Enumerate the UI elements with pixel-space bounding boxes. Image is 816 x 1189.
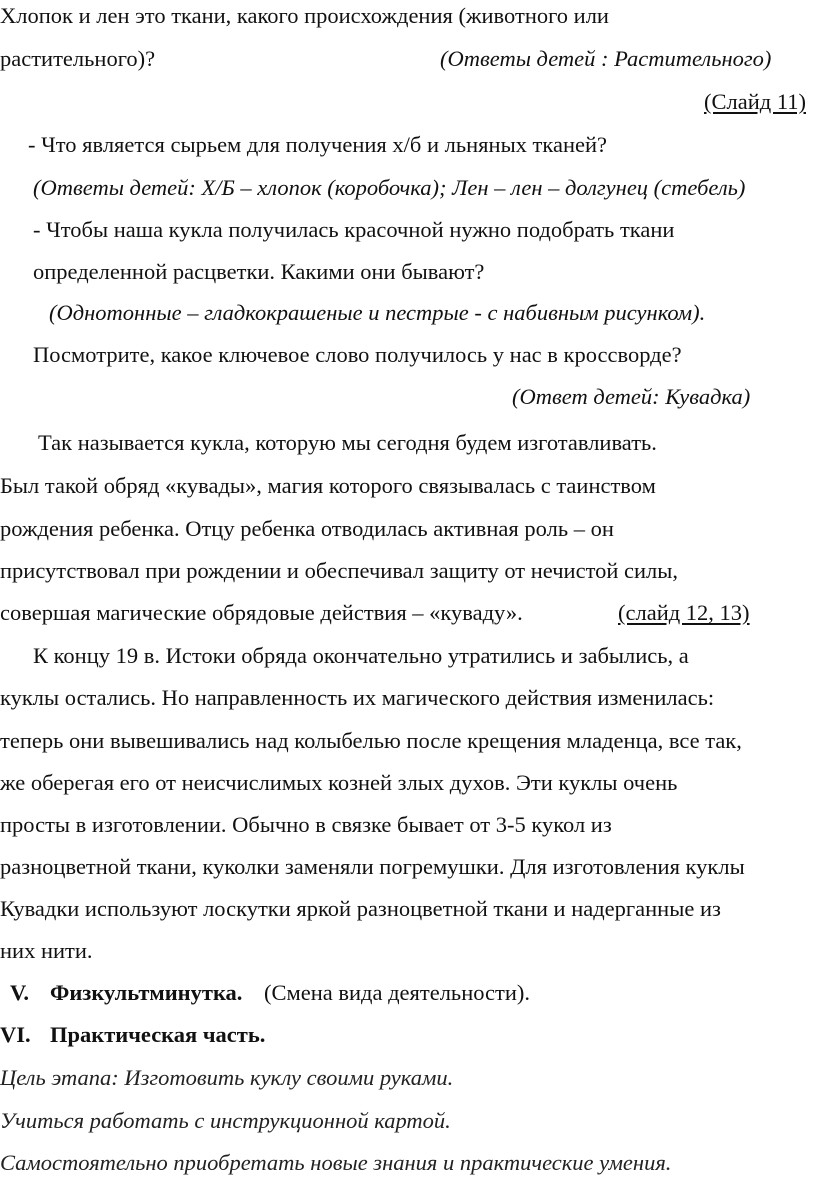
p1-line2: растительного)? [0,46,156,71]
goal-line1: Цель этапа: Изготовить куклу своими руками. [0,1065,454,1090]
p5-line4: присутствовал при рождении и обеспечивал защиту от нечистой силы, [0,558,679,583]
section6-title: Практическая часть. [50,1022,266,1047]
p4-answer: (Ответ детей: Кувадка) [512,384,751,409]
p3-line2: определенной расцветки. Какими они бывают? [33,259,485,284]
p1-answer: (Ответы детей : Растительного) [440,46,772,71]
goal-line2: Учиться работать с инструкционной картой. [0,1108,451,1133]
p6-line3: теперь они вывешивались над колыбелью после крещения младенца, все так, [0,728,742,753]
section5-note: (Смена вида деятельности). [264,980,531,1005]
p3-line1: - Чтобы наша кукла получилась красочной нужно подобрать ткани [33,217,675,242]
p6-line5: просты в изготовлении. Обычно в связке бывает от 3-5 кукол из [0,812,612,837]
p6-line4: же оберегая его от неисчислимых козней злых духов. Эти куклы очень [0,770,678,795]
p5-line5: совершая магические обрядовые действия – «куваду». [0,600,523,625]
section5-title: Физкультминутка. [50,980,243,1005]
p5-line2: Был такой обряд «кувады», магия которого связывалась с таинством [0,473,656,498]
section5-number: V. [10,980,29,1005]
p1-line1: Хлопок и лен это ткани, какого происхождения (животного или [0,3,609,28]
p2-question: - Что является сырьем для получения х/б и льняных тканей? [28,132,608,157]
p4-question: Посмотрите, какое ключевое слово получилось у нас в кроссворде? [33,342,682,367]
p5-line3: рождения ребенка. Отцу ребенка отводилась активная роль – он [0,516,614,541]
p5-slide-ref: (слайд 12, 13) [618,600,750,625]
p3-answer: (Однотонные – гладкокрашеные и пестрые - с набивным рисунком). [49,300,706,325]
p6-line7: Кувадки используют лоскутки яркой разноцветной ткани и надерганные из [0,896,721,921]
goal-line3: Самостоятельно приобретать новые знания и практические умения. [0,1150,672,1175]
p5-line1: Так называется кукла, которую мы сегодня будем изготавливать. [38,430,657,455]
p2-answer: (Ответы детей: Х/Б – хлопок (коробочка); Лен – лен – долгунец (стебель) [33,175,746,200]
p6-line2: куклы остались. Но направленность их магического действия изменилась: [0,685,715,710]
p6-line6: разноцветной ткани, куколки заменяли погремушки. Для изготовления куклы [0,854,745,879]
section6-number: VI. [0,1022,31,1047]
p6-line8: них нити. [0,938,93,963]
p6-line1: К концу 19 в. Истоки обряда окончательно утратились и забылись, а [33,643,689,668]
p1-slide-ref: (Слайд 11) [704,89,806,114]
